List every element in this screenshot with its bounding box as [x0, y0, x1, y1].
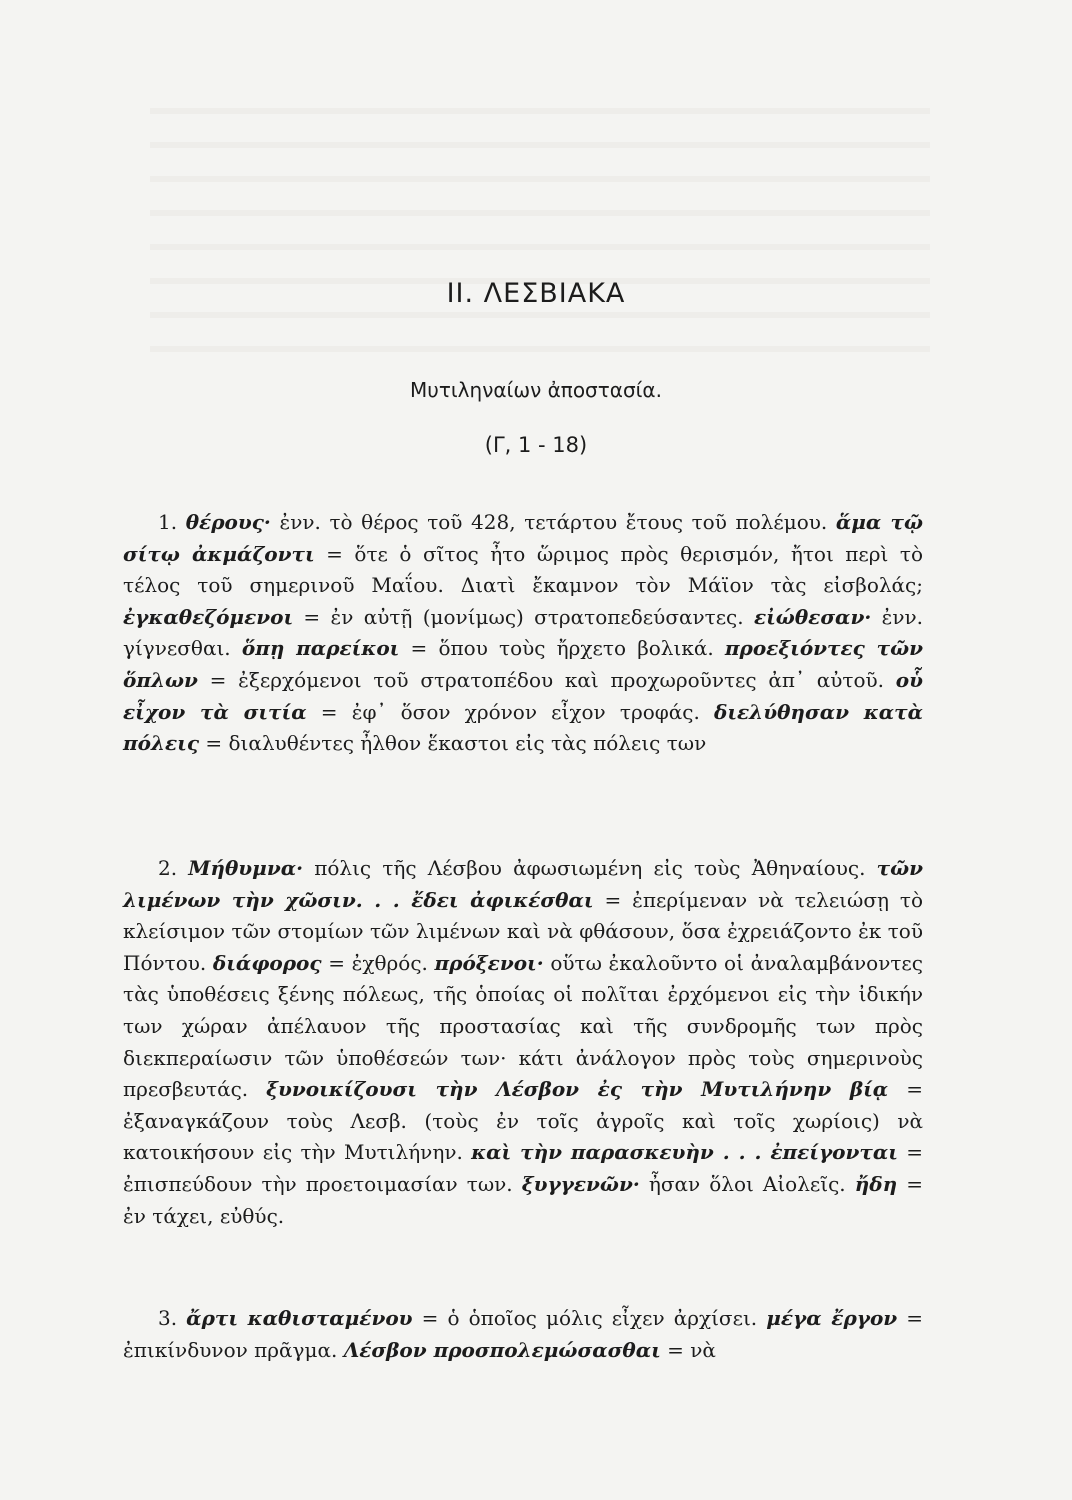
gloss-text: = νὰ — [660, 1337, 716, 1362]
lemma: εἰώθεσαν· — [753, 604, 872, 629]
gloss-text: πόλις τῆς Λέσβου ἀφωσιωμένη εἰς τοὺς Ἀθηναίους. — [303, 856, 877, 880]
lemma: πρόξενοι· — [434, 950, 544, 975]
gloss-text: οὕτω ἐκαλοῦντο οἱ ἀναλαμβάνοντες τὰς ὑποθέσεις ξένης πόλεως, τῆς ὁποίας οἱ πολῖται ἐρχόμενοι εἰς τὴν ἰδικήν των χώραν ἀπέλαυον τῆς προστασίας καὶ τῆς συνδρομῆς των πρὸς διεκπεραίωσιν τῶν ὑποθέσεών των· κάτι ἀνάλογον πρὸς τοὺς σημερινοὺς πρεσβευτάς. — [123, 950, 923, 1102]
chapter-subtitle: Μυτιληναίων ἀποστασία. — [410, 378, 662, 402]
lemma: ἄρτι καθισταμένου — [186, 1306, 413, 1330]
lemma: διελύθησαν κατὰ πόλεις — [123, 699, 923, 756]
lemma: ἐγκαθεζόμενοι — [123, 604, 294, 629]
lemma: διάφορος — [212, 950, 322, 975]
gloss-text: = ὅτε ὁ σῖτος ἦτο ὥριμος πρὸς θερισμόν, ἤτοι περὶ τὸ τέλος τοῦ σημερινοῦ Μαΐου. Διατὶ ἔκαμνον τὸν Μάϊον τὰς εἰσβολάς; — [123, 541, 924, 598]
gloss-text: ἐνν. γίγνεσθαι. — [123, 604, 924, 661]
section-number: 1. — [158, 510, 178, 534]
lemma: Μήθυμνα· — [188, 856, 304, 880]
gloss-text: = ἐπερίμεναν νὰ τελειώσῃ τὸ κλείσιμον τῶν στομίων τῶν λιμένων καὶ νὰ φθάσουν, ὅσα ἐχρειάζοντο ἐκ τοῦ Πόντου. — [123, 887, 923, 975]
chapter-title: II. ΛΕΣΒΙΑΚΑ — [446, 278, 626, 309]
section-number: 2. — [158, 856, 178, 880]
section-number: 3. — [158, 1306, 178, 1330]
passage-reference: (Γ, 1 - 18) — [484, 433, 588, 457]
gloss-text: ἦσαν ὅλοι Αἰολεῖς. — [639, 1171, 855, 1196]
commentary-section-1 — [123, 507, 923, 760]
lemma: ἤδη — [854, 1171, 898, 1196]
gloss-text: = ἐχθρός. — [321, 950, 435, 975]
gloss-text: = ἐπικίνδυνον πρᾶγμα. — [123, 1306, 924, 1362]
gloss-text: = ἐξερχόμενοι τοῦ στρατοπέδου καὶ προχωροῦντες ἀπ᾽ αὐτοῦ. — [197, 667, 896, 692]
gloss-text: = ἐξαναγκάζουν τοὺς Λεσβ. (τοὺς ἐν τοῖς ἀγροῖς καὶ τοῖς χωρίοις) νὰ κατοικήσουν εἰς τὴν Μυτιλήνην. — [123, 1077, 923, 1165]
gloss-text: ἐνν. τὸ θέρος τοῦ 428, τετάρτου ἔτους τοῦ πολέμου. — [270, 510, 836, 534]
lemma: ξυνοικίζουσι τὴν Λέσβον ἐς τὴν Μυτιλήνην βίᾳ — [266, 1077, 889, 1102]
gloss-text: = ὁ ὁποῖος μόλις εἶχεν ἀρχίσει. — [412, 1306, 767, 1330]
bleed-through-text — [150, 80, 930, 360]
lemma: μέγα ἔργον — [766, 1306, 898, 1330]
commentary-section-2 — [123, 853, 923, 1232]
gloss-text: = ἐν αὐτῇ (μονίμως) στρατοπεδεύσαντες. — [293, 604, 754, 629]
lemma: προεξιόντες τῶν ὅπλων — [123, 636, 924, 692]
lemma: ξυγγενῶν· — [521, 1171, 640, 1196]
lemma: τῶν λιμένων τὴν χῶσιν. . . ἔδει ἀφικέσθαι — [123, 856, 923, 912]
gloss-text: = ἐφ᾽ ὅσον χρόνον εἶχον τροφάς. — [306, 699, 714, 724]
gloss-text: = διαλυθέντες ἦλθον ἕκαστοι εἰς τὰς πόλεις των — [199, 731, 707, 756]
lemma: Λέσβον προσπολεμώσασθαι — [343, 1337, 661, 1362]
lemma: ἅμα τῷ σίτῳ ἀκμάζοντι — [123, 510, 923, 566]
lemma: καὶ τὴν παρασκευὴν . . . ἐπείγονται — [471, 1140, 898, 1165]
gloss-text: = ἐν τάχει, εὐθύς. — [123, 1171, 923, 1228]
gloss-text: = ἐπισπεύδουν τὴν προετοιμασίαν των. — [123, 1140, 923, 1196]
gloss-text: = ὅπου τοὺς ἤρχετο βολικά. — [399, 636, 725, 661]
lemma: θέρους· — [185, 510, 271, 534]
lemma: οὗ εἶχον τὰ σιτία — [123, 667, 923, 724]
commentary-section-3 — [123, 1303, 923, 1366]
lemma: ὅπῃ παρείκοι — [241, 636, 400, 661]
